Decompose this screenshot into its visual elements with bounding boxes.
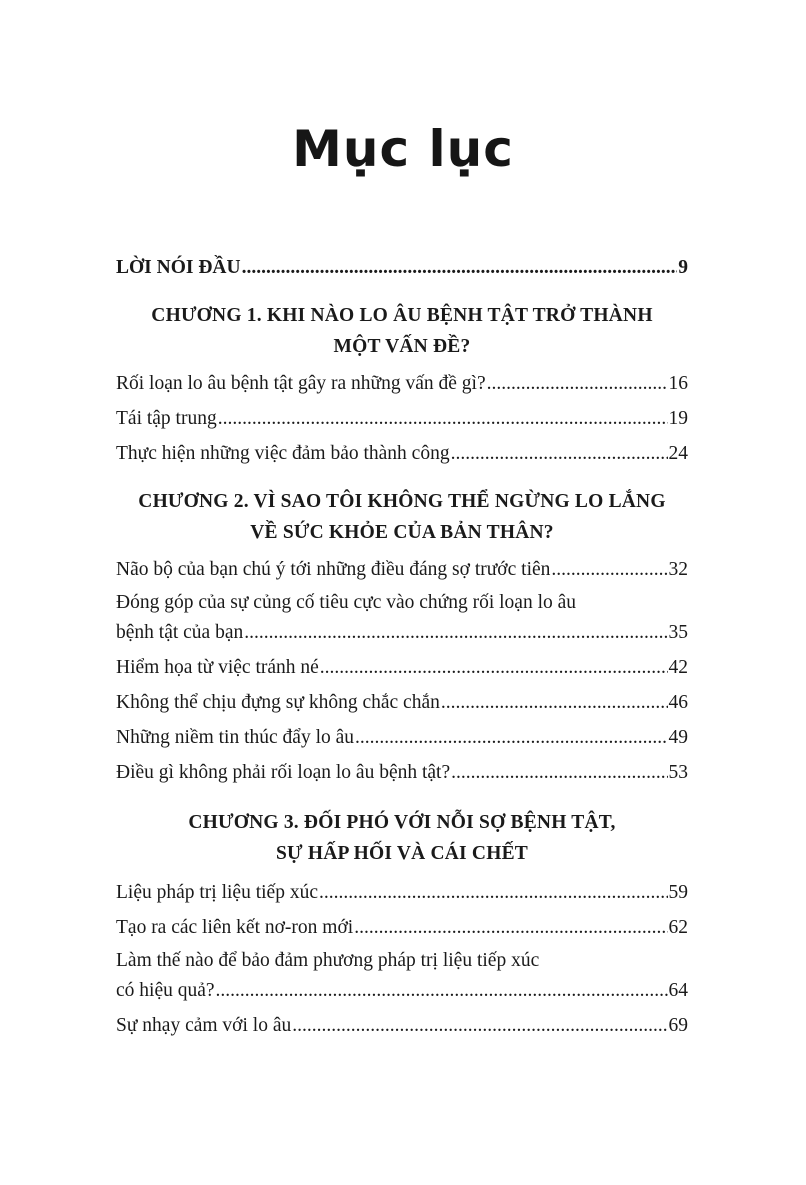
dot-leader <box>320 652 668 683</box>
page-title: Mục lục <box>292 120 514 178</box>
toc-entry-page: 24 <box>668 443 688 464</box>
toc-entry-page: 62 <box>668 917 688 938</box>
toc-entry <box>116 975 688 1006</box>
dot-leader <box>451 757 667 788</box>
toc-entry[interactable] <box>116 652 688 683</box>
dot-leader <box>292 1010 667 1041</box>
toc-entry-title: Không thể chịu đựng sự không chắc chắn <box>116 692 440 713</box>
toc-entry-title-line: Đóng góp của sự củng cố tiêu cực vào chứng rối loạn lo âu <box>116 592 577 613</box>
chapter-heading-line: CHƯƠNG 3. ĐỐI PHÓ VỚI NỖI SỢ BỆNH TẬT, <box>188 812 616 833</box>
dot-leader <box>355 722 667 753</box>
dot-leader <box>451 438 668 469</box>
chapter-heading-line: CHƯƠNG 2. VÌ SAO TÔI KHÔNG THỂ NGỪNG LO LẮNG <box>138 491 666 512</box>
toc-entry[interactable] <box>116 757 688 788</box>
chapter-heading[interactable] <box>116 300 688 362</box>
dot-leader <box>244 617 667 648</box>
toc-entry-title: Thực hiện những việc đảm bảo thành công <box>116 443 450 464</box>
toc-entry-title: Điều gì không phải rối loạn lo âu bệnh tật? <box>116 762 451 783</box>
toc-entry-title: LỜI NÓI ĐẦU <box>116 257 241 278</box>
toc-entry[interactable] <box>116 877 688 908</box>
chapter-heading-line: VỀ SỨC KHỎE CỦA BẢN THÂN? <box>250 522 554 543</box>
toc-entry[interactable] <box>116 438 688 469</box>
toc-entry <box>116 617 688 648</box>
toc-entry-title-line: Làm thế nào để bảo đảm phương pháp trị liệu tiếp xúc <box>116 950 540 971</box>
toc-entry-title: Tái tập trung <box>116 408 217 429</box>
toc-entry-page: 49 <box>668 727 688 748</box>
toc-entry-page: 19 <box>668 408 688 429</box>
toc-entry-preface[interactable] <box>116 252 688 283</box>
dot-leader <box>354 912 667 943</box>
dot-leader <box>441 687 668 718</box>
toc-entry[interactable] <box>116 368 688 399</box>
toc-entry-title: Sự nhạy cảm với lo âu <box>116 1015 292 1036</box>
chapter-heading[interactable] <box>116 486 688 548</box>
toc-entry-page: 32 <box>668 559 688 580</box>
toc-entry-title: Rối loạn lo âu bệnh tật gây ra những vấn đề gì? <box>116 373 486 394</box>
toc-entry-title: bệnh tật của bạn <box>116 622 244 643</box>
dot-leader <box>551 554 667 585</box>
toc-entry-title: Tạo ra các liên kết nơ-ron mới <box>116 917 354 938</box>
toc-entry-page: 46 <box>668 692 688 713</box>
dot-leader <box>216 975 668 1006</box>
toc-entry-page: 42 <box>668 657 688 678</box>
toc-entry-multiline[interactable] <box>116 945 688 1006</box>
toc-entry-title: Liệu pháp trị liệu tiếp xúc <box>116 882 318 903</box>
dot-leader <box>319 877 668 908</box>
toc-entry-page: 53 <box>668 762 688 783</box>
chapter-heading[interactable] <box>116 807 688 869</box>
toc-entry-page: 35 <box>668 622 688 643</box>
chapter-heading-line: CHƯƠNG 1. KHI NÀO LO ÂU BỆNH TẬT TRỞ THÀNH <box>151 305 653 326</box>
toc-entry-multiline[interactable] <box>116 587 688 648</box>
toc-entry-title: Não bộ của bạn chú ý tới những điều đáng sợ trước tiên <box>116 559 551 580</box>
toc-entry-page: 69 <box>668 1015 688 1036</box>
table-of-contents <box>116 252 688 1041</box>
toc-entry-title: có hiệu quả? <box>116 980 215 1001</box>
toc-entry[interactable] <box>116 1010 688 1041</box>
dot-leader <box>218 403 668 434</box>
toc-entry-title: Những niềm tin thúc đẩy lo âu <box>116 727 355 748</box>
toc-entry-page: 59 <box>668 882 688 903</box>
toc-entry[interactable] <box>116 554 688 585</box>
toc-entry-page: 16 <box>668 373 688 394</box>
toc-entry[interactable] <box>116 403 688 434</box>
chapter-heading-line: MỘT VẤN ĐỀ? <box>333 336 471 357</box>
toc-entry-page: 64 <box>668 980 688 1001</box>
toc-entry[interactable] <box>116 687 688 718</box>
chapter-heading-line: SỰ HẤP HỐI VÀ CÁI CHẾT <box>276 843 528 864</box>
toc-entry[interactable] <box>116 912 688 943</box>
toc-entry-title: Hiểm họa từ việc tránh né <box>116 657 319 678</box>
toc-entry-page: 9 <box>678 257 688 278</box>
toc-entry[interactable] <box>116 722 688 753</box>
dot-leader <box>242 252 678 283</box>
dot-leader <box>487 368 668 399</box>
